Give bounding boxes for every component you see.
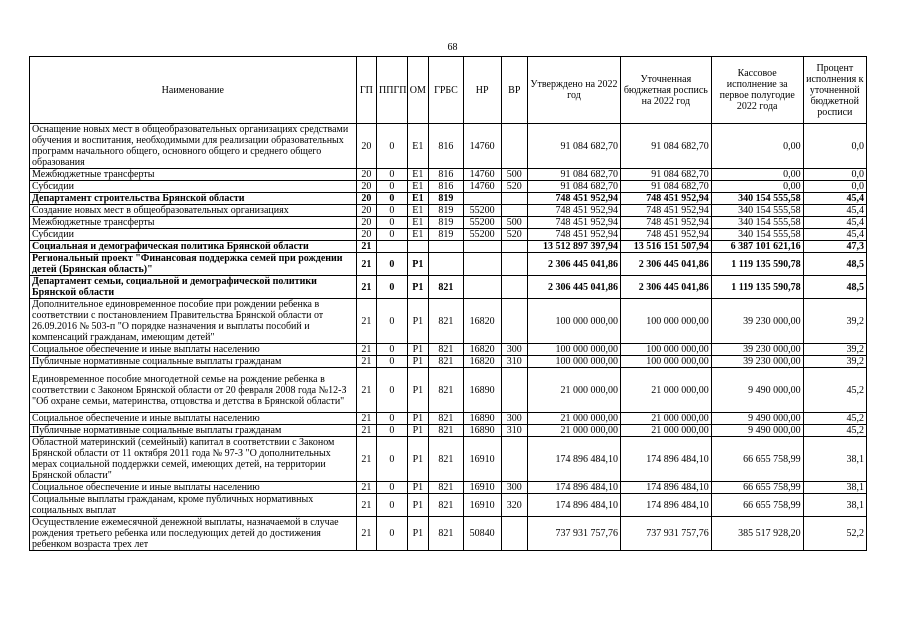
row-grbs-cell: 819 xyxy=(429,229,464,241)
row-refined-cell: 2 306 445 041,86 xyxy=(620,253,711,276)
row-cash-cell: 39 230 000,00 xyxy=(711,299,803,344)
row-nr-cell xyxy=(463,276,501,299)
row-refined-cell: 737 931 757,76 xyxy=(620,517,711,551)
row-approved-cell: 91 084 682,70 xyxy=(528,181,621,193)
row-om-cell: P1 xyxy=(407,517,428,551)
row-refined-cell: 174 896 484,10 xyxy=(620,437,711,482)
row-vr-cell: 500 xyxy=(501,169,528,181)
row-nr-cell: 16820 xyxy=(463,356,501,368)
row-vr-cell: 320 xyxy=(501,494,528,517)
row-name-cell: Публичные нормативные социальные выплаты гражданам xyxy=(30,356,357,368)
row-ppgp-cell: 0 xyxy=(377,425,408,437)
row-om-cell: E1 xyxy=(407,229,428,241)
row-approved-cell: 21 000 000,00 xyxy=(528,413,621,425)
row-vr-cell xyxy=(501,299,528,344)
row-ppgp-cell: 0 xyxy=(377,299,408,344)
row-cash-cell: 340 154 555,58 xyxy=(711,229,803,241)
table-row xyxy=(30,368,867,413)
row-grbs-cell: 821 xyxy=(429,482,464,494)
header-grbs: ГРБС xyxy=(429,57,464,124)
row-om-cell xyxy=(407,241,428,253)
row-nr-cell: 16820 xyxy=(463,344,501,356)
row-cash-cell: 0,00 xyxy=(711,124,803,169)
row-gp-cell: 21 xyxy=(356,356,376,368)
row-name-cell: Межбюджетные трансферты xyxy=(30,169,357,181)
row-name-cell: Субсидии xyxy=(30,229,357,241)
row-ppgp-cell: 0 xyxy=(377,482,408,494)
row-grbs-cell: 821 xyxy=(429,368,464,413)
row-nr-cell: 16890 xyxy=(463,413,501,425)
row-name-cell: Областной материнский (семейный) капитал в соответствии с Законом Брянской области от 11 октября 2011 года № 97-З "О дополнительных мерах социальной поддержки семей, имеющих детей, на территории Брянской области" xyxy=(30,437,357,482)
row-cash-cell: 1 119 135 590,78 xyxy=(711,253,803,276)
row-percent-cell: 0,0 xyxy=(803,169,866,181)
table-row xyxy=(30,193,867,205)
row-grbs-cell xyxy=(429,241,464,253)
page-number: 68 xyxy=(447,42,458,53)
table-row xyxy=(30,299,867,344)
row-grbs-cell: 821 xyxy=(429,517,464,551)
row-nr-cell: 16910 xyxy=(463,437,501,482)
row-vr-cell xyxy=(501,193,528,205)
row-refined-cell: 21 000 000,00 xyxy=(620,425,711,437)
row-name-cell: Межбюджетные трансферты xyxy=(30,217,357,229)
row-vr-cell xyxy=(501,368,528,413)
row-approved-cell: 91 084 682,70 xyxy=(528,124,621,169)
row-refined-cell: 91 084 682,70 xyxy=(620,181,711,193)
table-row xyxy=(30,482,867,494)
row-approved-cell: 174 896 484,10 xyxy=(528,482,621,494)
row-cash-cell: 66 655 758,99 xyxy=(711,494,803,517)
row-percent-cell: 45,2 xyxy=(803,413,866,425)
row-approved-cell: 748 451 952,94 xyxy=(528,193,621,205)
row-nr-cell xyxy=(463,241,501,253)
row-vr-cell: 300 xyxy=(501,413,528,425)
row-cash-cell: 0,00 xyxy=(711,181,803,193)
table-row xyxy=(30,253,867,276)
row-approved-cell: 21 000 000,00 xyxy=(528,368,621,413)
header-row xyxy=(30,57,867,124)
header-approved: Утверждено на 2022 год xyxy=(528,57,621,124)
header-om: ОМ xyxy=(407,57,428,124)
row-cash-cell: 340 154 555,58 xyxy=(711,205,803,217)
header-name: Наименование xyxy=(30,57,357,124)
row-ppgp-cell: 0 xyxy=(377,368,408,413)
row-vr-cell: 520 xyxy=(501,229,528,241)
row-om-cell: P1 xyxy=(407,437,428,482)
row-grbs-cell: 821 xyxy=(429,425,464,437)
row-name-cell: Социальная и демографическая политика Брянской области xyxy=(30,241,357,253)
table-row xyxy=(30,425,867,437)
row-grbs-cell: 816 xyxy=(429,169,464,181)
row-nr-cell xyxy=(463,193,501,205)
table-row xyxy=(30,169,867,181)
row-gp-cell: 21 xyxy=(356,253,376,276)
row-om-cell: P1 xyxy=(407,276,428,299)
row-cash-cell: 66 655 758,99 xyxy=(711,437,803,482)
row-vr-cell: 520 xyxy=(501,181,528,193)
row-om-cell: E1 xyxy=(407,205,428,217)
table-row xyxy=(30,517,867,551)
table-row xyxy=(30,494,867,517)
row-refined-cell: 174 896 484,10 xyxy=(620,482,711,494)
row-gp-cell: 21 xyxy=(356,368,376,413)
row-name-cell: Социальное обеспечение и иные выплаты населению xyxy=(30,482,357,494)
row-refined-cell: 13 516 151 507,94 xyxy=(620,241,711,253)
row-cash-cell: 39 230 000,00 xyxy=(711,344,803,356)
row-percent-cell: 47,3 xyxy=(803,241,866,253)
row-percent-cell: 39,2 xyxy=(803,356,866,368)
row-ppgp-cell: 0 xyxy=(377,413,408,425)
row-nr-cell: 14760 xyxy=(463,169,501,181)
row-name-cell: Социальное обеспечение и иные выплаты населению xyxy=(30,413,357,425)
row-percent-cell: 39,2 xyxy=(803,344,866,356)
row-vr-cell: 300 xyxy=(501,344,528,356)
row-om-cell: E1 xyxy=(407,181,428,193)
table-row xyxy=(30,437,867,482)
row-approved-cell: 748 451 952,94 xyxy=(528,229,621,241)
row-name-cell: Субсидии xyxy=(30,181,357,193)
header-refined: Уточненная бюджетная роспись на 2022 год xyxy=(620,57,711,124)
row-grbs-cell: 821 xyxy=(429,413,464,425)
row-gp-cell: 20 xyxy=(356,181,376,193)
row-vr-cell: 310 xyxy=(501,356,528,368)
row-grbs-cell xyxy=(429,253,464,276)
row-gp-cell: 21 xyxy=(356,276,376,299)
row-gp-cell: 21 xyxy=(356,413,376,425)
row-grbs-cell: 821 xyxy=(429,276,464,299)
row-gp-cell: 21 xyxy=(356,299,376,344)
row-vr-cell xyxy=(501,124,528,169)
row-om-cell: E1 xyxy=(407,124,428,169)
row-om-cell: P1 xyxy=(407,425,428,437)
row-vr-cell xyxy=(501,276,528,299)
table-row xyxy=(30,229,867,241)
row-refined-cell: 174 896 484,10 xyxy=(620,494,711,517)
row-refined-cell: 100 000 000,00 xyxy=(620,299,711,344)
row-ppgp-cell: 0 xyxy=(377,181,408,193)
row-approved-cell: 100 000 000,00 xyxy=(528,356,621,368)
row-approved-cell: 13 512 897 397,94 xyxy=(528,241,621,253)
row-approved-cell: 2 306 445 041,86 xyxy=(528,253,621,276)
row-gp-cell: 20 xyxy=(356,193,376,205)
row-gp-cell: 21 xyxy=(356,241,376,253)
row-nr-cell: 55200 xyxy=(463,217,501,229)
row-name-cell: Оснащение новых мест в общеобразовательных организациях средствами обучения и воспитания, необходимыми для реализации образовательных программ начального общего, основного общего и среднего общего образования xyxy=(30,124,357,169)
row-nr-cell: 16910 xyxy=(463,482,501,494)
row-cash-cell: 9 490 000,00 xyxy=(711,368,803,413)
header-gp: ГП xyxy=(356,57,376,124)
row-refined-cell: 21 000 000,00 xyxy=(620,413,711,425)
row-grbs-cell: 821 xyxy=(429,344,464,356)
row-approved-cell: 174 896 484,10 xyxy=(528,494,621,517)
row-om-cell: P1 xyxy=(407,299,428,344)
row-grbs-cell: 821 xyxy=(429,437,464,482)
row-refined-cell: 748 451 952,94 xyxy=(620,205,711,217)
table-row xyxy=(30,181,867,193)
row-grbs-cell: 819 xyxy=(429,217,464,229)
row-refined-cell: 91 084 682,70 xyxy=(620,124,711,169)
row-approved-cell: 2 306 445 041,86 xyxy=(528,276,621,299)
row-cash-cell: 0,00 xyxy=(711,169,803,181)
row-grbs-cell: 821 xyxy=(429,494,464,517)
row-vr-cell xyxy=(501,241,528,253)
row-vr-cell xyxy=(501,253,528,276)
row-om-cell: P1 xyxy=(407,356,428,368)
row-nr-cell: 50840 xyxy=(463,517,501,551)
row-refined-cell: 100 000 000,00 xyxy=(620,344,711,356)
row-gp-cell: 21 xyxy=(356,494,376,517)
table-body xyxy=(30,124,867,551)
table-row xyxy=(30,205,867,217)
row-ppgp-cell: 0 xyxy=(377,344,408,356)
row-refined-cell: 91 084 682,70 xyxy=(620,169,711,181)
row-percent-cell: 38,1 xyxy=(803,494,866,517)
row-name-cell: Социальные выплаты гражданам, кроме публичных нормативных социальных выплат xyxy=(30,494,357,517)
row-name-cell: Единовременное пособие многодетной семье на рождение ребенка в соответствии с Законом Брянской области от 20 февраля 2008 года №12-З "Об охране семьи, материнства, отцовства и детства в Брянской области" xyxy=(30,368,357,413)
row-approved-cell: 748 451 952,94 xyxy=(528,217,621,229)
row-ppgp-cell: 0 xyxy=(377,124,408,169)
header-nr: НР xyxy=(463,57,501,124)
row-ppgp-cell: 0 xyxy=(377,205,408,217)
row-nr-cell: 14760 xyxy=(463,181,501,193)
row-cash-cell: 385 517 928,20 xyxy=(711,517,803,551)
row-nr-cell: 55200 xyxy=(463,205,501,217)
row-nr-cell: 16890 xyxy=(463,368,501,413)
row-approved-cell: 21 000 000,00 xyxy=(528,425,621,437)
row-cash-cell: 39 230 000,00 xyxy=(711,356,803,368)
table-row xyxy=(30,413,867,425)
row-ppgp-cell: 0 xyxy=(377,193,408,205)
row-percent-cell: 38,1 xyxy=(803,482,866,494)
row-percent-cell: 0,0 xyxy=(803,124,866,169)
row-om-cell: P1 xyxy=(407,413,428,425)
row-ppgp-cell: 0 xyxy=(377,217,408,229)
row-vr-cell xyxy=(501,205,528,217)
row-approved-cell: 100 000 000,00 xyxy=(528,344,621,356)
row-cash-cell: 9 490 000,00 xyxy=(711,413,803,425)
row-grbs-cell: 819 xyxy=(429,205,464,217)
table-row xyxy=(30,276,867,299)
row-grbs-cell: 821 xyxy=(429,299,464,344)
row-name-cell: Департамент семьи, социальной и демографической политики Брянской области xyxy=(30,276,357,299)
row-approved-cell: 748 451 952,94 xyxy=(528,205,621,217)
row-refined-cell: 100 000 000,00 xyxy=(620,356,711,368)
row-approved-cell: 100 000 000,00 xyxy=(528,299,621,344)
row-name-cell: Социальное обеспечение и иные выплаты населению xyxy=(30,344,357,356)
row-grbs-cell: 816 xyxy=(429,181,464,193)
row-nr-cell: 55200 xyxy=(463,229,501,241)
row-ppgp-cell: 0 xyxy=(377,437,408,482)
row-grbs-cell: 821 xyxy=(429,356,464,368)
row-cash-cell: 6 387 101 621,16 xyxy=(711,241,803,253)
row-name-cell: Региональный проект "Финансовая поддержка семей при рождении детей (Брянская область)" xyxy=(30,253,357,276)
row-om-cell: E1 xyxy=(407,217,428,229)
header-vr: ВР xyxy=(501,57,528,124)
row-om-cell: P1 xyxy=(407,482,428,494)
row-ppgp-cell: 0 xyxy=(377,356,408,368)
row-gp-cell: 21 xyxy=(356,482,376,494)
row-nr-cell: 16820 xyxy=(463,299,501,344)
row-grbs-cell: 819 xyxy=(429,193,464,205)
row-name-cell: Дополнительное единовременное пособие при рождении ребенка в соответствии с постановлением Правительства Брянской области от 26.09.2016 № 503-п "О порядке назначения и выплаты пособий и компенсаций гражданам, имеющим детей" xyxy=(30,299,357,344)
row-ppgp-cell: 0 xyxy=(377,229,408,241)
header-cash: Кассовое исполнение за первое полугодие 2022 года xyxy=(711,57,803,124)
row-gp-cell: 20 xyxy=(356,217,376,229)
row-grbs-cell: 816 xyxy=(429,124,464,169)
row-approved-cell: 174 896 484,10 xyxy=(528,437,621,482)
row-gp-cell: 20 xyxy=(356,169,376,181)
row-ppgp-cell: 0 xyxy=(377,517,408,551)
row-nr-cell xyxy=(463,253,501,276)
row-percent-cell: 39,2 xyxy=(803,299,866,344)
row-gp-cell: 21 xyxy=(356,344,376,356)
header-ppgp: ППГП xyxy=(377,57,408,124)
row-percent-cell: 38,1 xyxy=(803,437,866,482)
row-percent-cell: 45,4 xyxy=(803,217,866,229)
row-refined-cell: 748 451 952,94 xyxy=(620,229,711,241)
table-row xyxy=(30,241,867,253)
row-cash-cell: 66 655 758,99 xyxy=(711,482,803,494)
row-om-cell: P1 xyxy=(407,344,428,356)
row-percent-cell: 48,5 xyxy=(803,253,866,276)
row-ppgp-cell: 0 xyxy=(377,494,408,517)
row-om-cell: P1 xyxy=(407,368,428,413)
row-cash-cell: 1 119 135 590,78 xyxy=(711,276,803,299)
row-percent-cell: 45,4 xyxy=(803,193,866,205)
row-refined-cell: 21 000 000,00 xyxy=(620,368,711,413)
row-approved-cell: 91 084 682,70 xyxy=(528,169,621,181)
budget-table xyxy=(29,56,867,551)
table-row xyxy=(30,356,867,368)
row-approved-cell: 737 931 757,76 xyxy=(528,517,621,551)
row-percent-cell: 45,2 xyxy=(803,368,866,413)
row-gp-cell: 20 xyxy=(356,124,376,169)
row-name-cell: Осуществление ежемесячной денежной выплаты, назначаемой в случае рождения третьего ребенка или последующих детей до достижения ребенком возраста трех лет xyxy=(30,517,357,551)
row-refined-cell: 748 451 952,94 xyxy=(620,193,711,205)
row-om-cell: P1 xyxy=(407,253,428,276)
row-percent-cell: 45,4 xyxy=(803,205,866,217)
row-om-cell: E1 xyxy=(407,169,428,181)
row-ppgp-cell: 0 xyxy=(377,169,408,181)
row-name-cell: Создание новых мест в общеобразовательных организациях xyxy=(30,205,357,217)
row-nr-cell: 16890 xyxy=(463,425,501,437)
row-om-cell: E1 xyxy=(407,193,428,205)
row-vr-cell xyxy=(501,437,528,482)
row-cash-cell: 340 154 555,58 xyxy=(711,217,803,229)
row-om-cell: P1 xyxy=(407,494,428,517)
row-vr-cell: 500 xyxy=(501,217,528,229)
row-gp-cell: 21 xyxy=(356,517,376,551)
row-name-cell: Публичные нормативные социальные выплаты гражданам xyxy=(30,425,357,437)
row-nr-cell: 14760 xyxy=(463,124,501,169)
row-percent-cell: 45,4 xyxy=(803,229,866,241)
row-gp-cell: 20 xyxy=(356,205,376,217)
row-percent-cell: 45,2 xyxy=(803,425,866,437)
row-vr-cell: 300 xyxy=(501,482,528,494)
row-name-cell: Департамент строительства Брянской области xyxy=(30,193,357,205)
row-percent-cell: 52,2 xyxy=(803,517,866,551)
row-gp-cell: 21 xyxy=(356,425,376,437)
row-refined-cell: 2 306 445 041,86 xyxy=(620,276,711,299)
row-nr-cell: 16910 xyxy=(463,494,501,517)
row-gp-cell: 21 xyxy=(356,437,376,482)
row-refined-cell: 748 451 952,94 xyxy=(620,217,711,229)
header-percent: Процент исполнения к уточненной бюджетной росписи xyxy=(803,57,866,124)
row-percent-cell: 48,5 xyxy=(803,276,866,299)
table-row xyxy=(30,217,867,229)
table-row xyxy=(30,344,867,356)
row-ppgp-cell xyxy=(377,241,408,253)
row-ppgp-cell: 0 xyxy=(377,276,408,299)
row-gp-cell: 20 xyxy=(356,229,376,241)
row-cash-cell: 9 490 000,00 xyxy=(711,425,803,437)
row-vr-cell xyxy=(501,517,528,551)
row-percent-cell: 0,0 xyxy=(803,181,866,193)
table-row xyxy=(30,124,867,169)
row-ppgp-cell: 0 xyxy=(377,253,408,276)
row-cash-cell: 340 154 555,58 xyxy=(711,193,803,205)
row-vr-cell: 310 xyxy=(501,425,528,437)
